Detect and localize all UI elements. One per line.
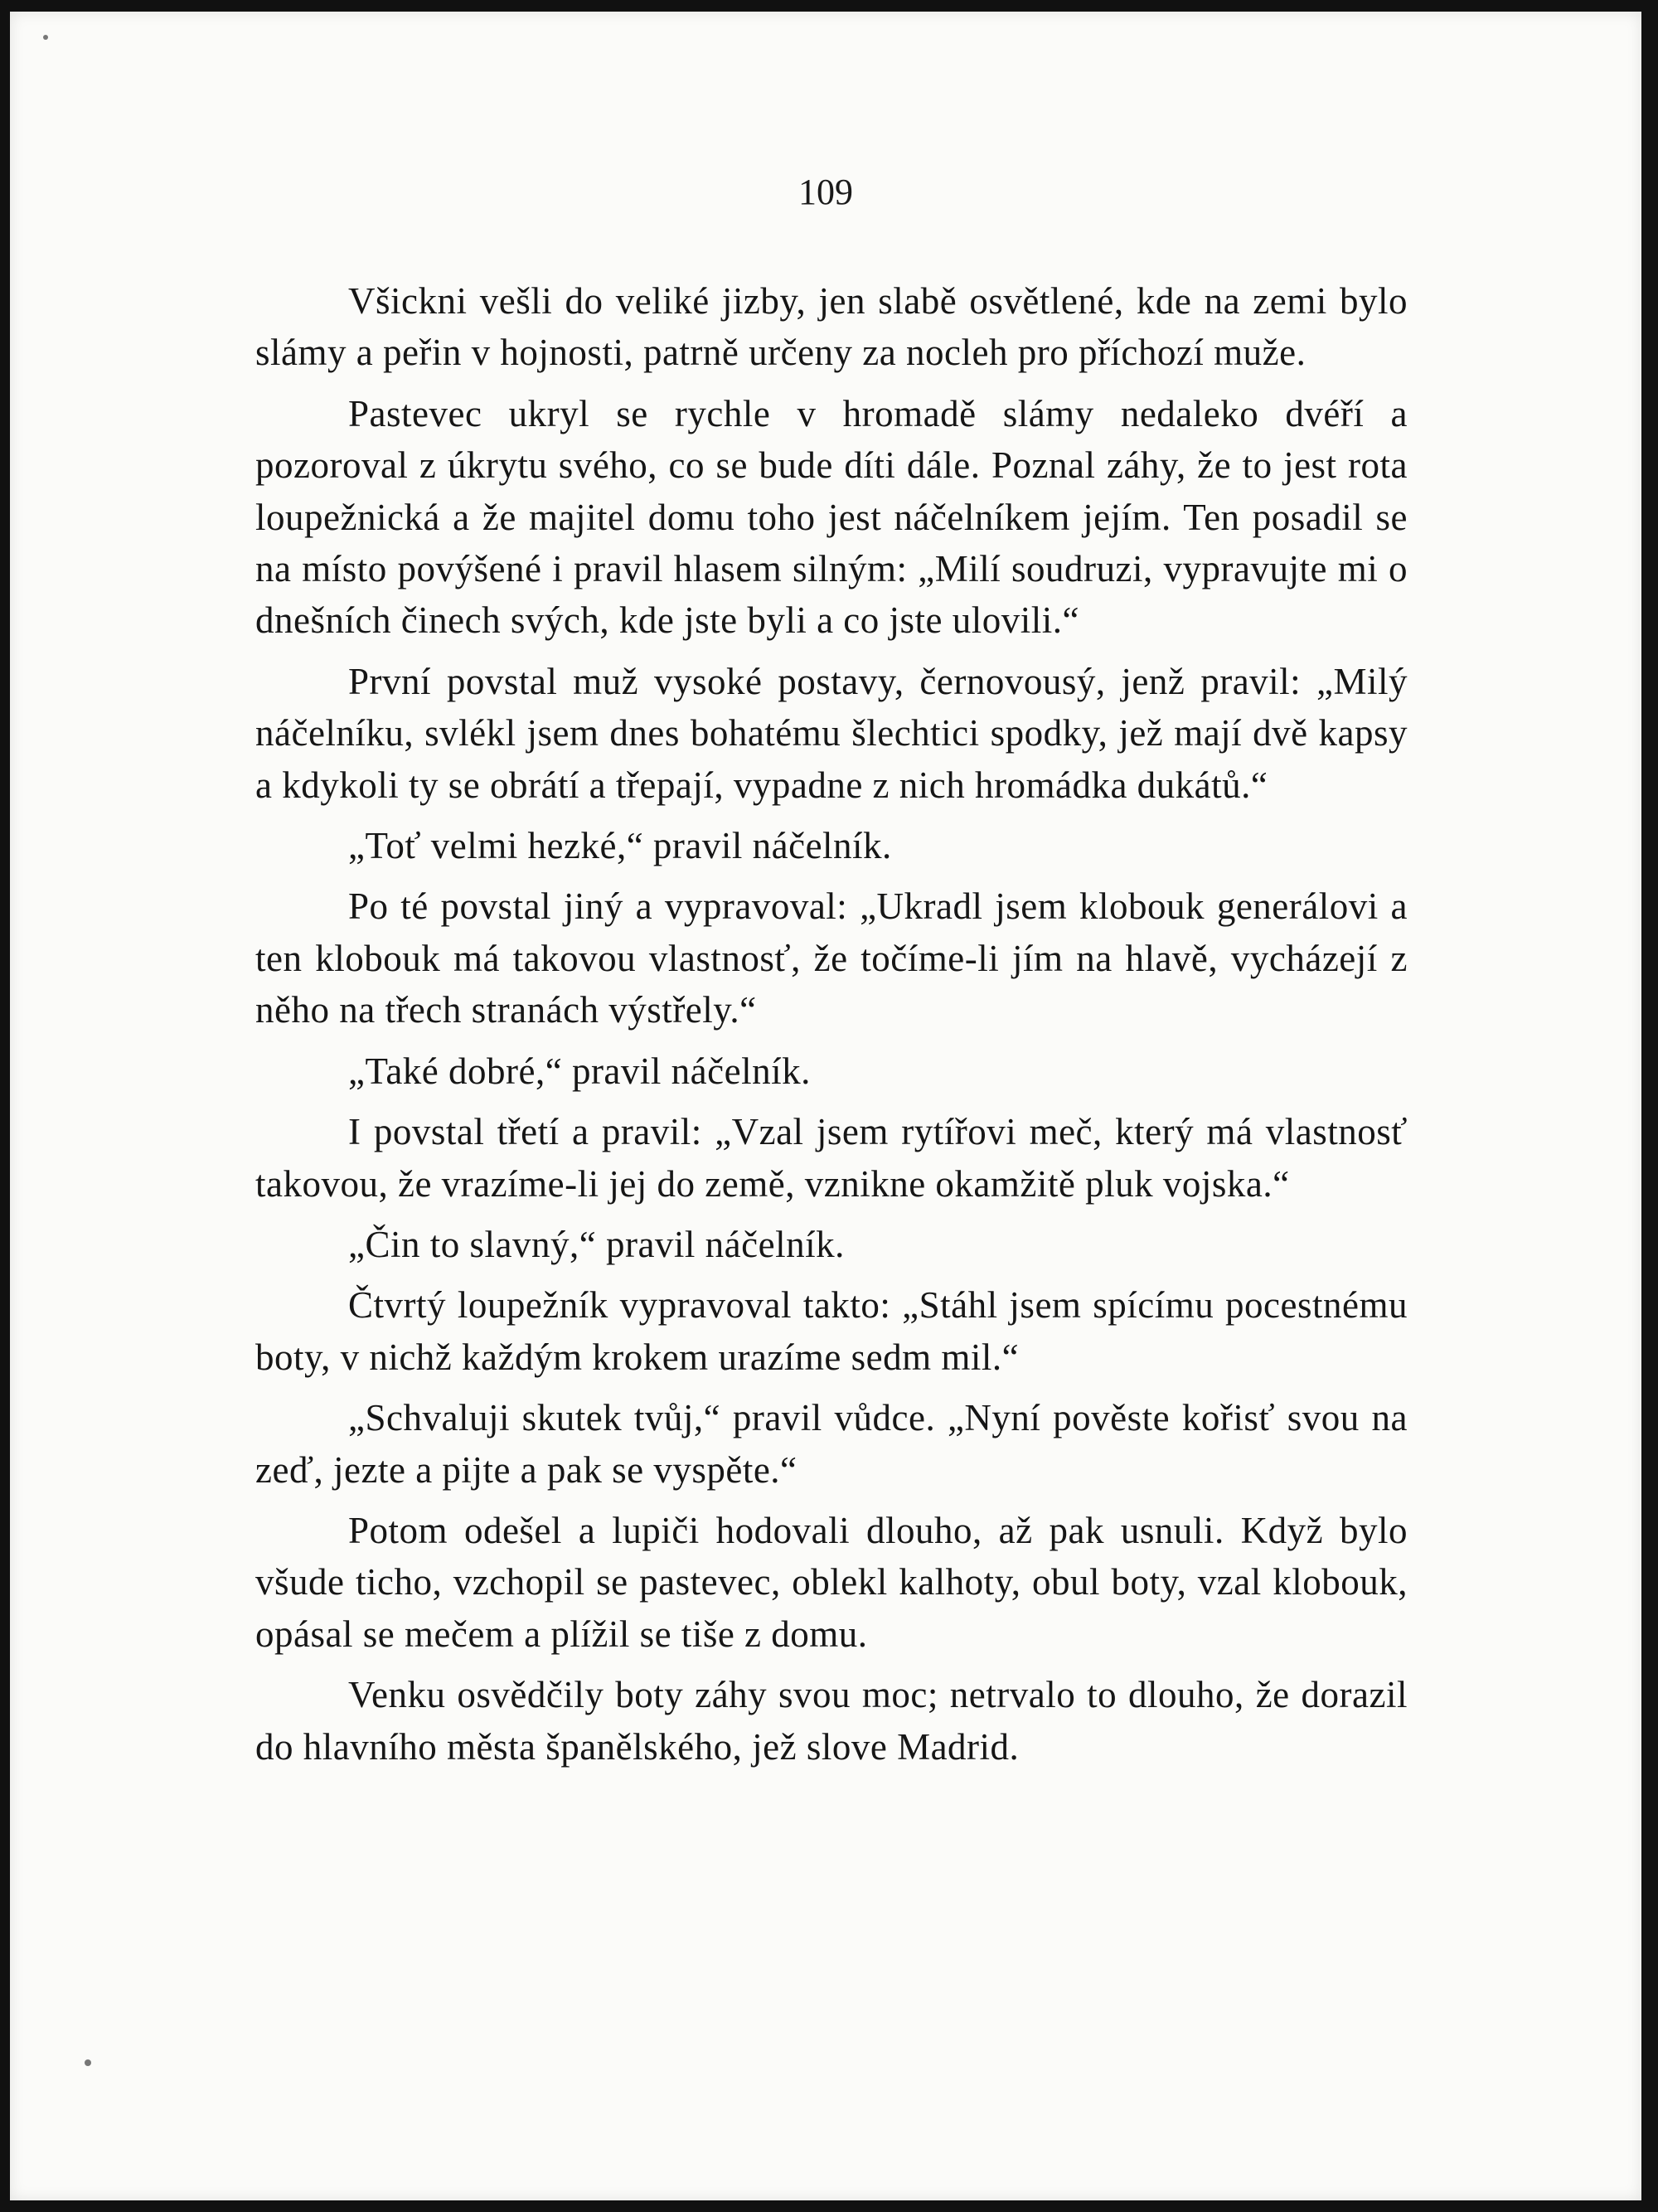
paragraph: „Schvaluji skutek tvůj,“ pravil vůdce. „Nyní pověste kořisť svou na zeď, jezte a pijte a pak se vyspěte.“ bbox=[255, 1397, 1408, 1491]
paragraph: „Také dobré,“ pravil náčelník. bbox=[348, 1050, 811, 1092]
scan-speck bbox=[85, 2059, 91, 2066]
paragraph: Pastevec ukryl se rychle v hromadě slámy nedaleko dvéří a pozoroval z úkrytu svého, co se bude díti dále. Poznal záhy, že to jest rota loupežnická a že majitel domu toho jest náčelníkem jejím. Ten posadil se na místo povýšené i pravil hlasem silným: „Milí soudruzi, vypravujte mi o dnešních činech svých, kde jste byli a co jste ulovili.“ bbox=[255, 392, 1408, 642]
paragraph: Čtvrtý loupežník vypravoval takto: „Stáhl jsem spícímu pocestnému boty, v nichž každým krokem urazíme sedm mil.“ bbox=[255, 1284, 1408, 1378]
body-text bbox=[255, 275, 1408, 1782]
paragraph: Všickni vešli do veliké jizby, jen slabě osvětlené, kde na zemi bylo slámy a peřin v hojnosti, patrně určeny za nocleh pro příchozí muže. bbox=[255, 280, 1408, 374]
paragraph: Potom odešel a lupiči hodovali dlouho, až pak usnuli. Když bylo všude ticho, vzchopil se pastevec, oblekl kalhoty, obul boty, vzal klobouk, opásal se mečem a plížil se tiše z domu. bbox=[255, 1509, 1408, 1655]
paragraph: „Čin to slavný,“ pravil náčelník. bbox=[348, 1223, 845, 1265]
paragraph: „Toť velmi hezké,“ pravil náčelník. bbox=[348, 825, 892, 867]
paragraph: Po té povstal jiný a vypravoval: „Ukradl jsem klobouk generálovi a ten klobouk má takovou vlastnosť, že točíme-li jím na hlavě, vycházejí z něho na třech stranách výstřely.“ bbox=[255, 885, 1408, 1031]
paragraph: I povstal třetí a pravil: „Vzal jsem rytířovi meč, který má vlastnosť takovou, že vrazíme-li jej do země, vznikne okamžitě pluk vojska.“ bbox=[255, 1111, 1408, 1205]
scan-speck bbox=[43, 35, 48, 40]
page-number: 109 bbox=[798, 172, 853, 212]
paragraph: Venku osvědčily boty záhy svou moc; netrvalo to dlouho, že dorazil do hlavního města španělského, jež slove Madrid. bbox=[255, 1674, 1408, 1768]
paragraph: První povstal muž vysoké postavy, černovousý, jenž pravil: „Milý náčelníku, svlékl jsem dnes bohatému šlechtici spodky, jež mají dvě kapsy a kdykoli ty se obrátí a třepají, vypadne z nich hromádka dukátů.“ bbox=[255, 660, 1408, 806]
book-page bbox=[10, 12, 1641, 2200]
